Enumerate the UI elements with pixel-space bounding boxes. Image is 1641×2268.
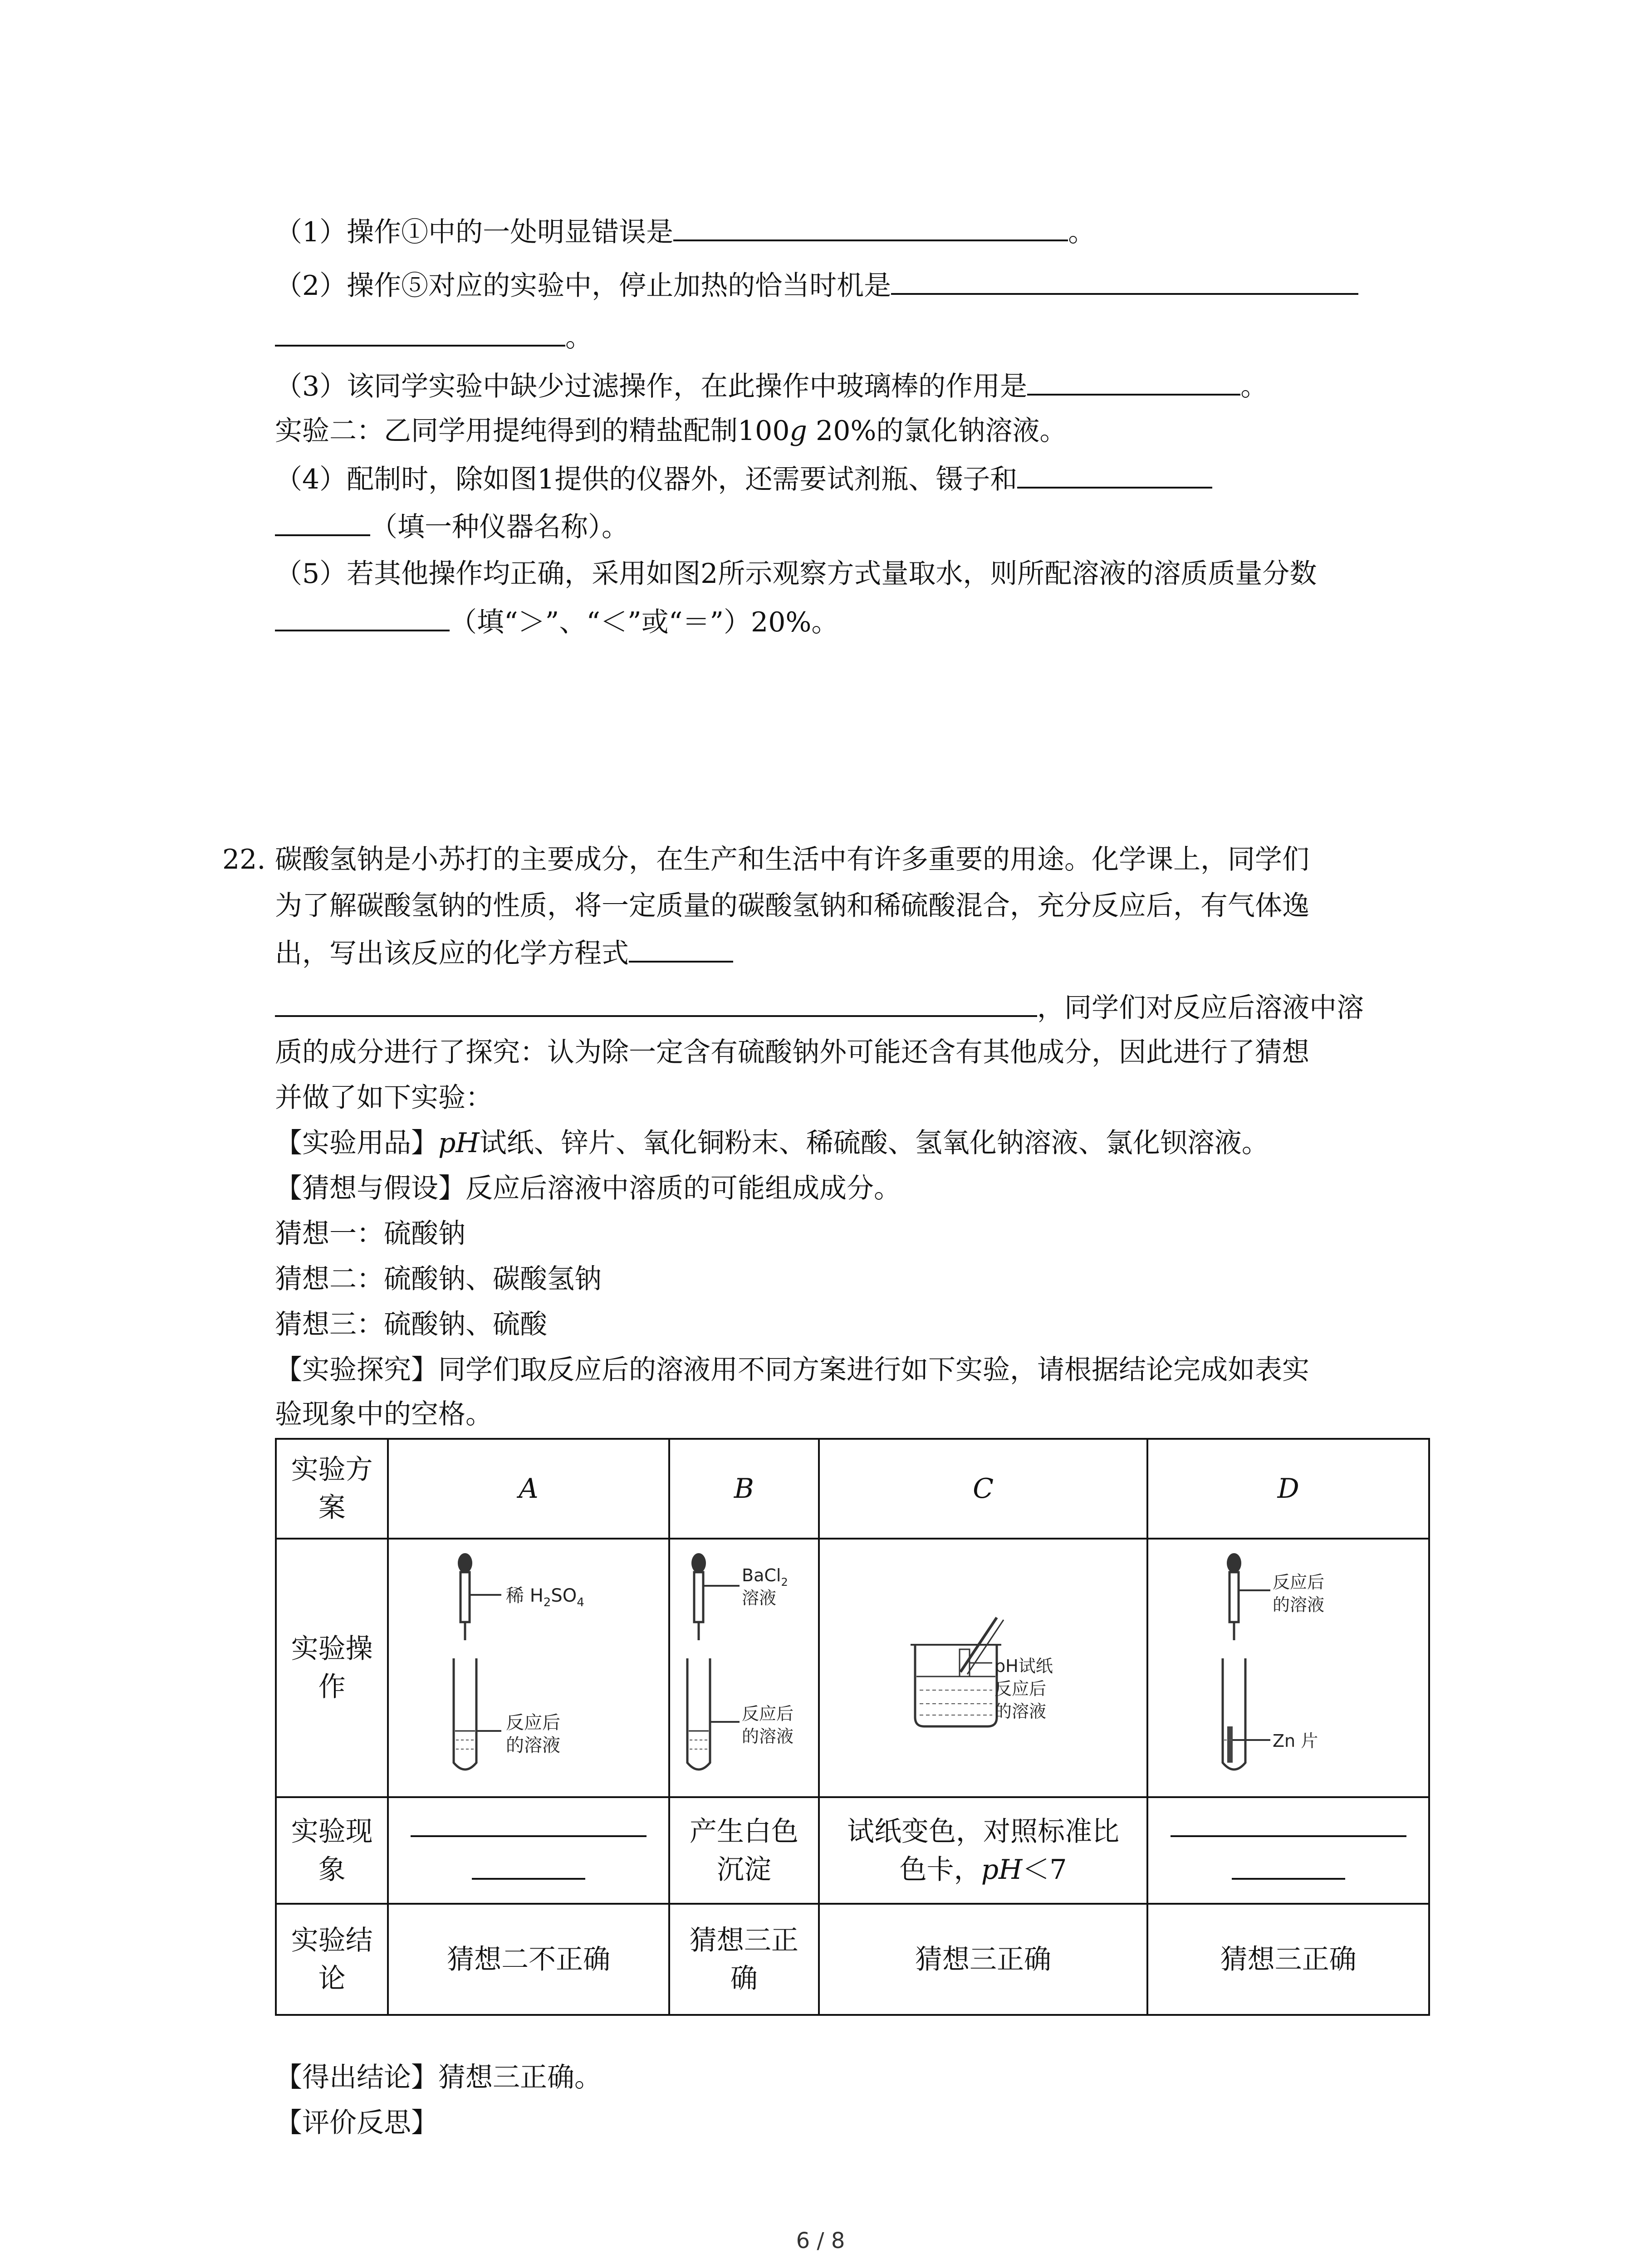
phenomenon-d-blank-2[interactable]	[1232, 1864, 1345, 1880]
svg-text:BaCl2: BaCl$_2$	[741, 1565, 788, 1589]
hypothesis-3: 猜想三：硫酸钠、硫酸	[275, 1309, 547, 1340]
svg-text:的溶液: 的溶液	[994, 1701, 1047, 1721]
experiment-two: 实验二：乙同学用提纯得到的精盐配制100g 20%的氯化钠溶液。	[275, 415, 1067, 447]
q21-line-5: （5）若其他操作均正确，采用如图2所示观察方式量取水，则所配溶液的溶质质量分数	[275, 558, 1317, 590]
hypothesis-1: 猜想一：硫酸钠	[275, 1218, 465, 1250]
col-a-header: A	[388, 1439, 669, 1539]
col-b-header: B	[669, 1439, 819, 1539]
q21-line-4b: （填一种仪器名称）。	[275, 508, 629, 545]
svg-text:溶液: 溶液	[741, 1588, 776, 1608]
page-number: 6 / 8	[796, 2228, 845, 2253]
supplies-line: 【实验用品】pH试纸、锌片、氧化铜粉末、稀硫酸、氢氧化钠溶液、氯化钡溶液。	[275, 1127, 1269, 1159]
table-row-conclusion	[276, 1904, 1429, 2015]
svg-text:反应后: 反应后	[741, 1704, 794, 1724]
answer-blank-4b[interactable]	[275, 508, 370, 536]
cell-conclusion-label: 实验结论	[276, 1904, 388, 2015]
phenomenon-a-cell	[388, 1797, 669, 1904]
answer-blank-2b[interactable]	[275, 318, 565, 347]
q21-line-5b: （填“＞”、“＜”或“＝”）20%。	[275, 603, 838, 640]
q21-line-2: （2）操作⑤对应的实验中，停止加热的恰当时机是	[275, 267, 1358, 304]
q22-para-6: 并做了如下实验：	[275, 1082, 493, 1114]
q22-para-1: 碳酸氢钠是小苏打的主要成分，在生产和生活中有许多重要的用途。化学课上，同学们	[275, 844, 1309, 875]
reflection-line: 【评价反思】	[275, 2107, 438, 2139]
figure-b-dropper-tube	[671, 1540, 817, 1785]
svg-text:的溶液: 的溶液	[1272, 1595, 1324, 1615]
hypothesis-2: 猜想二：硫酸钠、碳酸氢钠	[275, 1263, 602, 1295]
q22-para-4: ，同学们对反应后溶液中溶	[275, 989, 1364, 1026]
q21-line-4: （4）配制时，除如图1提供的仪器外，还需要试剂瓶、镊子和	[275, 460, 1212, 498]
cell-phenomenon-label: 实验现象	[276, 1797, 388, 1904]
cell-plan-label: 实验方案	[276, 1439, 388, 1539]
conclusion-a-cell: 猜想二不正确	[388, 1904, 669, 2015]
svg-text:反应后: 反应后	[506, 1712, 561, 1733]
hypothesis-title: 【猜想与假设】反应后溶液中溶质的可能组成成分。	[275, 1173, 901, 1204]
svg-text:的溶液: 的溶液	[741, 1726, 794, 1746]
phenomenon-a-blank-2[interactable]	[472, 1864, 585, 1880]
conclusion-b-cell: 猜想三正确	[669, 1904, 819, 2015]
answer-blank-5[interactable]	[275, 603, 450, 631]
svg-text:反应后: 反应后	[1272, 1572, 1324, 1592]
svg-text:反应后: 反应后	[994, 1679, 1047, 1699]
figure-a-cell	[388, 1539, 669, 1797]
svg-text:pH试纸: pH试纸	[994, 1656, 1053, 1676]
figure-d-cell	[1147, 1539, 1429, 1797]
svg-text:稀 H2SO4: 稀 $H_2SO_4$	[506, 1585, 584, 1609]
figure-a-dropper-tube	[392, 1540, 665, 1785]
q22-para-3: 出，写出该反应的化学方程式	[275, 934, 733, 972]
table-row-operation	[276, 1539, 1429, 1797]
conclusion-d-cell: 猜想三正确	[1147, 1904, 1429, 2015]
answer-blank-2a[interactable]	[891, 267, 1358, 295]
conclusion-line: 【得出结论】猜想三正确。	[275, 2062, 602, 2093]
phenomenon-b-cell: 产生白色沉淀	[669, 1797, 819, 1904]
phenomenon-c-cell: 试纸变色，对照标准比 色卡，pH＜7	[819, 1797, 1148, 1904]
table-row-header	[276, 1439, 1429, 1539]
equation-blank-b[interactable]	[275, 989, 1037, 1017]
q21-line-2b: 。	[275, 318, 593, 356]
answer-blank-1[interactable]	[673, 213, 1068, 241]
exploration-line-1: 【实验探究】同学们取反应后的溶液用不同方案进行如下实验，请根据结论完成如表实	[275, 1354, 1309, 1386]
q22-para-2: 为了解碳酸氢钠的性质，将一定质量的碳酸氢钠和稀硫酸混合，充分反应后，有气体逸	[275, 890, 1309, 922]
figure-c-beaker-ph-paper	[824, 1540, 1142, 1785]
conclusion-c-cell: 猜想三正确	[819, 1904, 1148, 2015]
svg-text:的溶液: 的溶液	[506, 1735, 561, 1756]
equation-blank-a[interactable]	[629, 934, 733, 963]
phenomenon-d-cell	[1147, 1797, 1429, 1904]
experiment-table	[275, 1438, 1430, 2016]
table-row-phenomenon	[276, 1797, 1429, 1904]
exploration-line-2: 验现象中的空格。	[275, 1398, 493, 1430]
q22-para-5: 质的成分进行了探究：认为除一定含有硫酸钠外可能还含有其他成分，因此进行了猜想	[275, 1036, 1309, 1068]
col-d-header: D	[1147, 1439, 1429, 1539]
phenomenon-a-blank-1[interactable]	[411, 1822, 647, 1837]
cell-operation-label: 实验操作	[276, 1539, 388, 1797]
figure-d-dropper-zinc	[1152, 1540, 1425, 1785]
figure-c-cell	[819, 1539, 1148, 1797]
question-number-22: 22.	[222, 844, 266, 875]
answer-blank-3[interactable]	[1027, 367, 1240, 396]
q21-line-1: （1）操作①中的一处明显错误是 。	[275, 213, 1095, 250]
answer-blank-4a[interactable]	[1017, 460, 1212, 489]
figure-b-cell	[669, 1539, 819, 1797]
col-c-header: C	[819, 1439, 1148, 1539]
q21-line-3: （3）该同学实验中缺少过滤操作，在此操作中玻璃棒的作用是 。	[275, 367, 1268, 405]
phenomenon-d-blank-1[interactable]	[1171, 1822, 1406, 1837]
svg-text:Zn 片: Zn 片	[1272, 1731, 1318, 1751]
